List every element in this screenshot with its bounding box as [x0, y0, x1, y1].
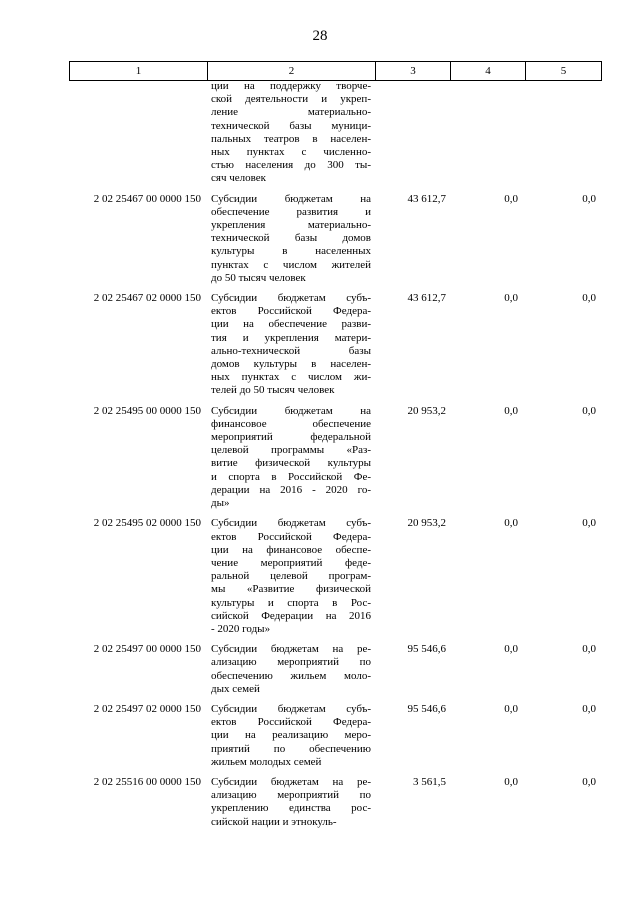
income-description: [207, 703, 375, 769]
amount-col-5: 0,0: [582, 292, 596, 305]
description-line: мы «Развитие физической: [211, 583, 371, 596]
budget-code: 2 02 25497 02 0000 150: [93, 702, 201, 715]
description-line: ных пунктах с численно-: [211, 146, 371, 159]
table-row: [69, 643, 601, 696]
description-line: приятий по обеспечению: [211, 742, 371, 755]
budget-code: 2 02 25467 00 0000 150: [93, 192, 201, 205]
income-description: [207, 405, 375, 511]
description-line: пальных театров в населен-: [211, 132, 371, 145]
description-line: телей до 50 тысяч человек: [211, 384, 335, 397]
column-header-5: 5: [526, 62, 602, 81]
description-line: ции на поддержку творче-: [211, 80, 371, 92]
description-line: тия и укрепления матери-: [211, 331, 371, 344]
description-line: Субсидии бюджетам субъ-: [211, 702, 371, 715]
income-description: [207, 80, 375, 186]
description-line: культуры и спорта в Рос-: [211, 596, 371, 609]
column-header-4: 4: [451, 62, 526, 81]
description-line: ально-технической базы: [211, 344, 371, 357]
description-line: до 50 тысяч человек: [211, 271, 306, 284]
description-line: финансовое обеспечение: [211, 417, 371, 430]
budget-code: 2 02 25495 02 0000 150: [93, 517, 201, 530]
amount-col-5: 0,0: [582, 775, 596, 788]
budget-code: 2 02 25497 00 0000 150: [93, 643, 201, 656]
description-line: мероприятий федеральной: [211, 431, 371, 444]
amount-col-4: 0,0: [504, 192, 518, 205]
description-line: - 2020 годы»: [211, 622, 271, 635]
amount-col-5: 0,0: [582, 517, 596, 530]
table-row: [69, 292, 601, 398]
description-line: и спорта в Российской Фе-: [211, 470, 371, 483]
amount-col-3: 3 561,5: [413, 775, 446, 788]
column-header-3: 3: [376, 62, 451, 81]
description-line: домов культуры в населен-: [211, 358, 371, 371]
page-number: 28: [312, 28, 328, 44]
amount-col-3: 20 953,2: [407, 404, 446, 417]
income-description: [207, 193, 375, 285]
description-line: укрепления материально-: [211, 219, 371, 232]
amount-col-4: 0,0: [504, 643, 518, 656]
description-line: Субсидии бюджетам на ре-: [211, 643, 371, 656]
description-line: дерации на 2016 - 2020 го-: [211, 483, 371, 496]
description-line: ектов Российской Федера-: [211, 716, 371, 729]
description-line: стью населения до 300 ты-: [211, 159, 371, 172]
description-line: ды»: [211, 497, 230, 510]
description-line: жильем молодых семей: [211, 755, 322, 768]
description-line: ции на реализацию меро-: [211, 729, 371, 742]
income-description: [207, 776, 375, 829]
budget-code: 2 02 25495 00 0000 150: [93, 404, 201, 417]
description-line: Субсидии бюджетам на ре-: [211, 775, 371, 788]
amount-col-4: 0,0: [504, 517, 518, 530]
table-row: [69, 193, 601, 285]
description-line: ектов Российской Федера-: [211, 305, 371, 318]
description-line: ции на финансовое обеспе-: [211, 543, 371, 556]
description-line: ции на обеспечение разви-: [211, 318, 371, 331]
column-header-2: 2: [208, 62, 376, 81]
table-row: [69, 517, 601, 636]
description-line: пунктах с числом жителей: [211, 258, 371, 271]
amount-col-3: 43 612,7: [407, 192, 446, 205]
description-line: технической базы домов: [211, 232, 371, 245]
amount-col-4: 0,0: [504, 404, 518, 417]
description-line: ных пунктах с числом жи-: [211, 371, 371, 384]
description-line: дых семей: [211, 682, 260, 695]
description-line: целевой программы «Раз-: [211, 444, 371, 457]
column-header-row: [70, 62, 602, 81]
column-header-table: [69, 61, 602, 81]
amount-col-4: 0,0: [504, 775, 518, 788]
column-header-1: 1: [70, 62, 208, 81]
amount-col-3: 95 546,6: [407, 702, 446, 715]
amount-col-5: 0,0: [582, 404, 596, 417]
description-line: ральной целевой програм-: [211, 570, 371, 583]
income-description: [207, 292, 375, 398]
income-description: [207, 643, 375, 696]
description-line: сийской Федерации на 2016: [211, 609, 371, 622]
description-line: ление материально-: [211, 106, 371, 119]
description-line: укреплению единства рос-: [211, 802, 371, 815]
description-line: Субсидии бюджетам субъ-: [211, 292, 371, 305]
amount-col-5: 0,0: [582, 192, 596, 205]
description-line: ектов Российской Федера-: [211, 530, 371, 543]
amount-col-4: 0,0: [504, 702, 518, 715]
table-body: [69, 80, 601, 836]
amount-col-3: 95 546,6: [407, 643, 446, 656]
description-line: Субсидии бюджетам на: [211, 404, 371, 417]
description-line: Субсидии бюджетам субъ-: [211, 517, 371, 530]
description-line: обеспечение развития и: [211, 205, 371, 218]
description-line: ализацию мероприятий по: [211, 656, 371, 669]
amount-col-5: 0,0: [582, 702, 596, 715]
amount-col-4: 0,0: [504, 292, 518, 305]
description-line: технической базы муници-: [211, 119, 371, 132]
description-line: ализацию мероприятий по: [211, 789, 371, 802]
amount-col-5: 0,0: [582, 643, 596, 656]
table-row: [69, 776, 601, 829]
description-line: ской деятельности и укреп-: [211, 93, 371, 106]
description-line: сийской нации и этнокуль-: [211, 815, 337, 828]
description-line: обеспечению жильем моло-: [211, 669, 371, 682]
description-line: Субсидии бюджетам на: [211, 192, 371, 205]
description-line: чение мероприятий феде-: [211, 556, 371, 569]
description-line: сяч человек: [211, 172, 266, 185]
budget-code: 2 02 25467 02 0000 150: [93, 292, 201, 305]
table-row: [69, 703, 601, 769]
description-line: витие физической культуры: [211, 457, 371, 470]
amount-col-3: 43 612,7: [407, 292, 446, 305]
description-line: культуры в населенных: [211, 245, 371, 258]
table-row: [69, 80, 601, 186]
amount-col-3: 20 953,2: [407, 517, 446, 530]
income-description: [207, 517, 375, 636]
table-row: [69, 405, 601, 511]
budget-code: 2 02 25516 00 0000 150: [93, 775, 201, 788]
